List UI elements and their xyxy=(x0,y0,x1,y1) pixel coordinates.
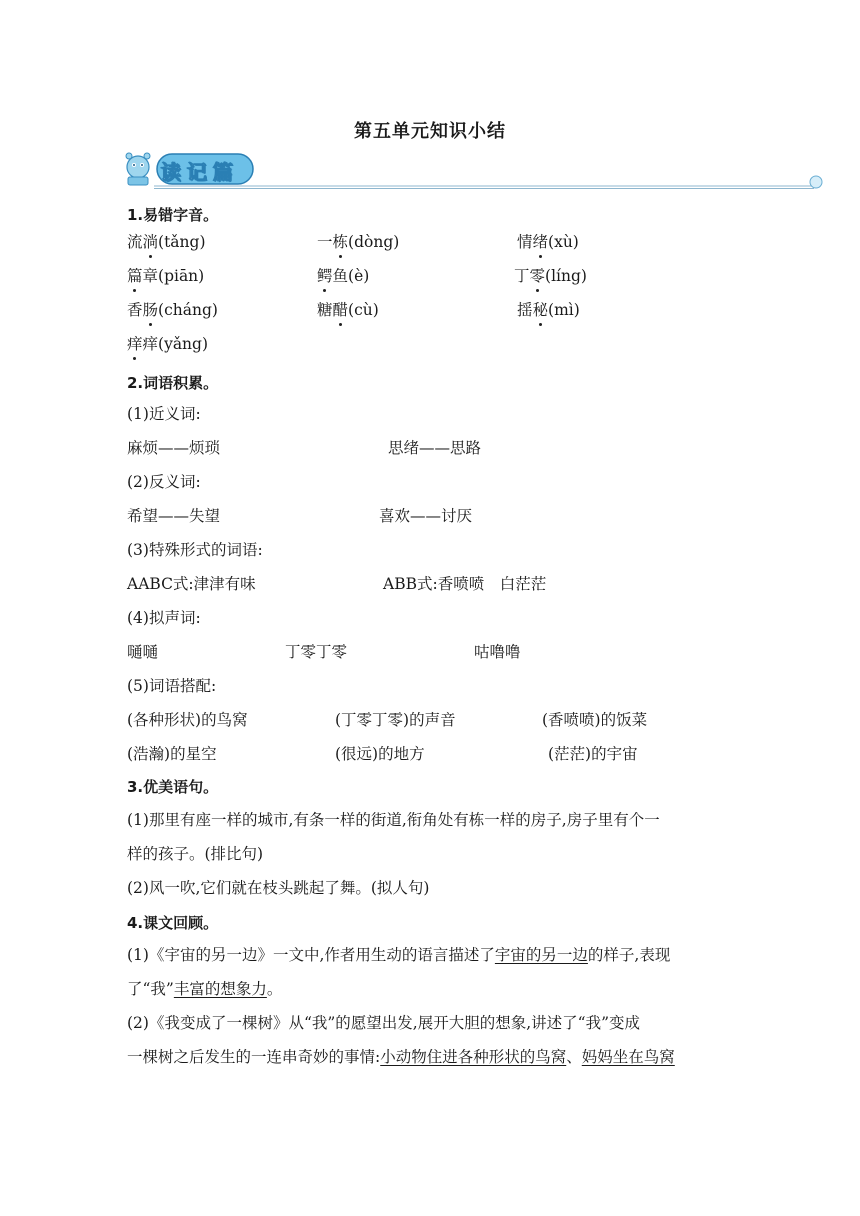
synonym-pair: 思绪——思路 xyxy=(388,439,482,457)
heading-sentences: 3.优美语句。 xyxy=(127,778,219,796)
antonym-pair: 希望——失望 xyxy=(127,507,221,525)
answer-underline: 宇宙的另一边 xyxy=(494,946,588,964)
mascot-icon xyxy=(126,153,150,185)
pron-item: 篇章(piān) xyxy=(127,267,205,285)
synonym-label: (1)近义词: xyxy=(127,405,201,423)
synonym-pair: 麻烦——烦琐 xyxy=(127,439,221,457)
answer-underline: 妈妈坐在鸟窝 xyxy=(581,1048,675,1066)
pron-item: 一栋(dòng) xyxy=(317,233,400,251)
heading-text-review: 4.课文回顾。 xyxy=(127,914,219,932)
pron-item: 香肠(cháng) xyxy=(127,301,218,319)
answer-underline: 小动物住进各种形状的鸟窝 xyxy=(380,1048,567,1066)
onomatopoeia-label: (4)拟声词: xyxy=(127,609,201,627)
onomatopoeia-item: 丁零丁零 xyxy=(285,643,348,661)
collocation-item: (香喷喷)的饭菜 xyxy=(542,711,648,729)
collocation-label: (5)词语搭配: xyxy=(127,677,217,695)
special-form-label: (3)特殊形式的词语: xyxy=(127,541,263,559)
answer-underline: 丰富的想象力 xyxy=(173,980,267,998)
special-form-item: ABB式:香喷喷 白茫茫 xyxy=(383,575,547,593)
pron-item: 流淌(tǎng) xyxy=(127,233,206,251)
pron-item: 情绪(xù) xyxy=(517,233,579,251)
collocation-item: (各种形状)的鸟窝 xyxy=(127,711,248,729)
collocation-item: (很远)的地方 xyxy=(335,745,425,763)
sentence-line: (1)那里有座一样的城市,有条一样的街道,衔角处有栋一样的房子,房子里有个一 xyxy=(127,811,660,829)
heading-vocabulary: 2.词语积累。 xyxy=(127,374,219,392)
review-line: 了“我”丰富的想象力。 xyxy=(127,980,283,998)
onomatopoeia-item: 嗵嗵 xyxy=(127,643,159,661)
collocation-item: (丁零丁零)的声音 xyxy=(335,711,456,729)
special-form-item: AABC式:津津有味 xyxy=(127,575,256,593)
pron-item: 揺秘(mì) xyxy=(517,301,580,319)
review-line: (1)《宇宙的另一边》一文中,作者用生动的语言描述了宇宙的另一边的样子,表现 xyxy=(127,946,671,964)
pron-item: 痒痒(yǎng) xyxy=(127,335,209,353)
review-line: 一棵树之后发生的一连串奇妙的事情:小动物住进各种形状的鸟窝、妈妈坐在鸟窝 xyxy=(127,1048,675,1066)
pron-item: 鳄鱼(è) xyxy=(317,267,370,285)
heading-pronunciation: 1.易错字音。 xyxy=(127,206,219,224)
pron-item: 丁零(líng) xyxy=(514,267,587,285)
page-title: 第五单元知识小结 xyxy=(354,121,506,142)
review-line: (2)《我变成了一棵树》从“我”的愿望出发,展开大胆的想象,讲述了“我”变成 xyxy=(127,1014,641,1032)
antonym-pair: 喜欢——讨厌 xyxy=(379,507,473,525)
antonym-label: (2)反义词: xyxy=(127,473,201,491)
onomatopoeia-item: 咕噜噜 xyxy=(474,643,521,661)
sentence-line: (2)风一吹,它们就在枝头跳起了舞。(拟人句) xyxy=(127,879,430,897)
collocation-item: (浩瀚)的星空 xyxy=(127,745,217,763)
pron-item: 糖醋(cù) xyxy=(317,301,379,319)
collocation-item: (茫茫)的宇宙 xyxy=(548,745,638,763)
banner-label: 读记篇 xyxy=(161,160,239,184)
sentence-line: 样的孩子。(排比句) xyxy=(127,845,264,863)
